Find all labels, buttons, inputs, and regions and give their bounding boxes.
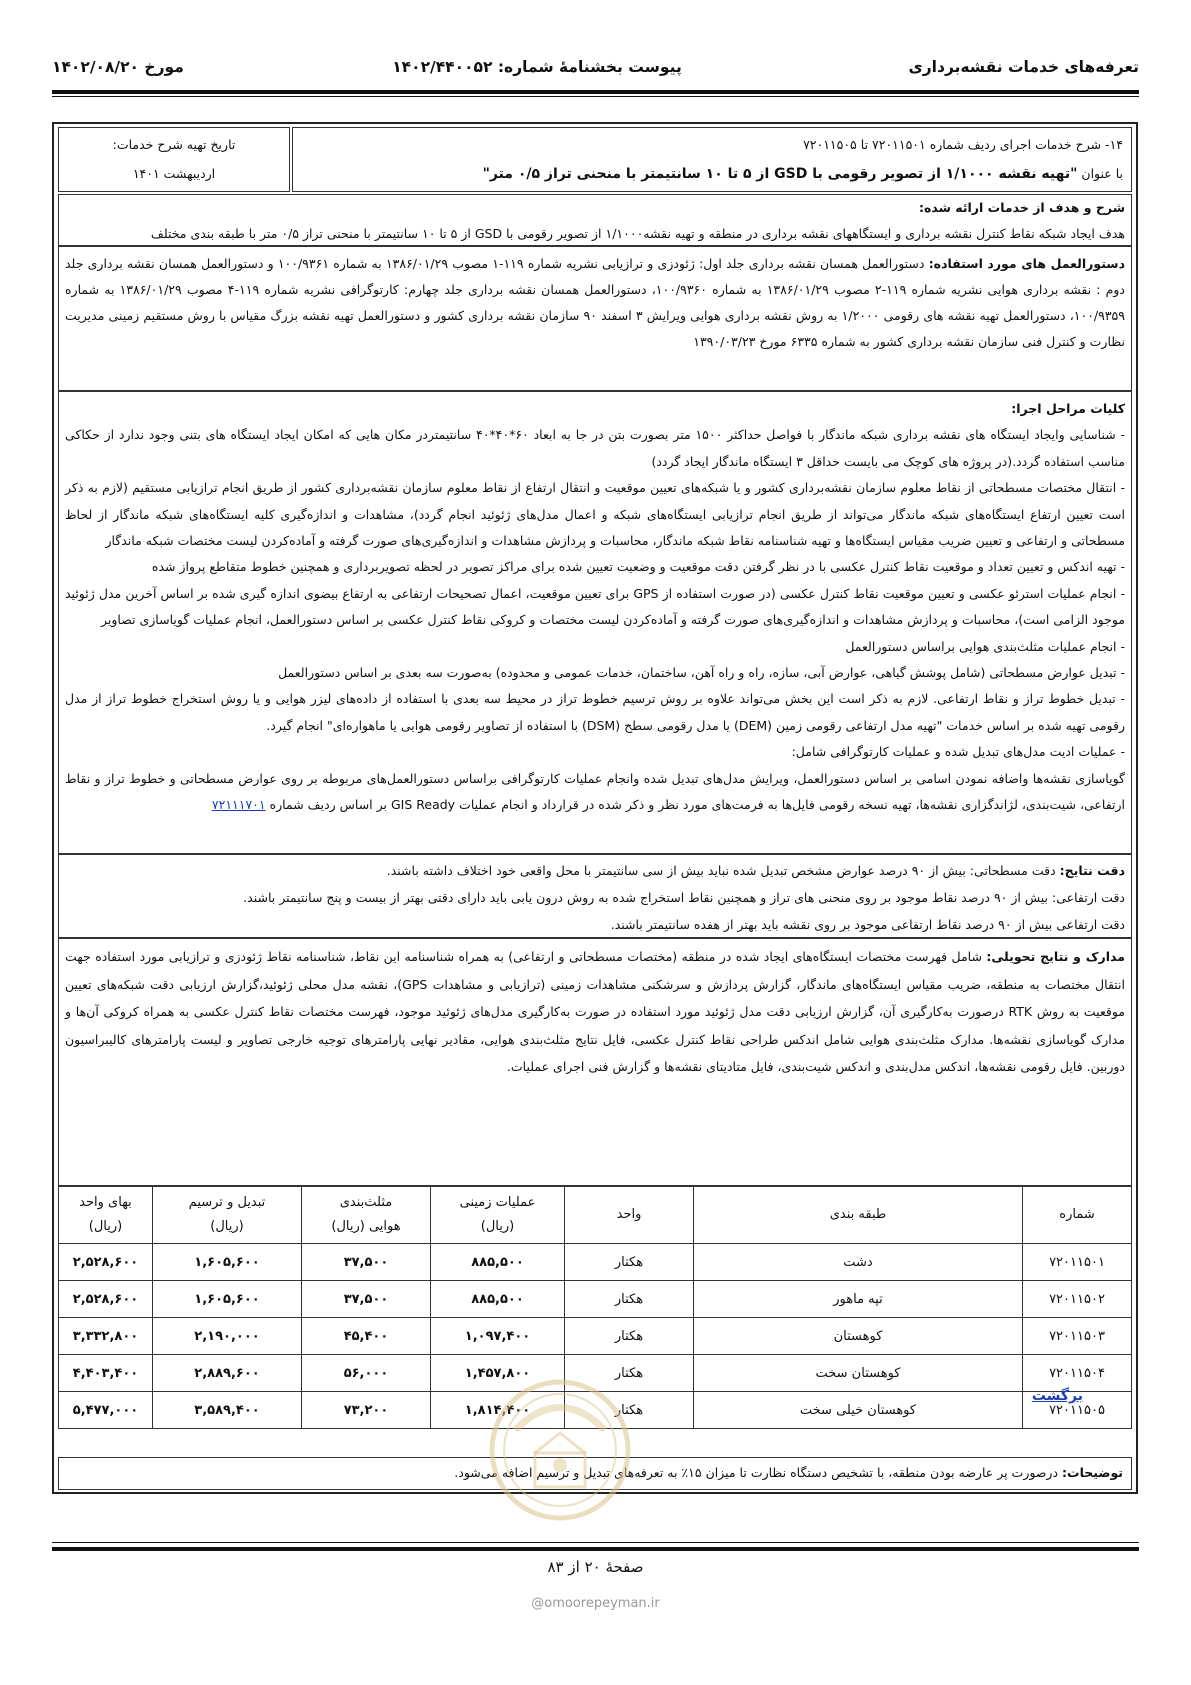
back-link[interactable]: برگشت [1031, 1388, 1083, 1404]
row-tri: ۴۵,۴۰۰ [302, 1318, 431, 1355]
gis-ready-row-link[interactable]: ۷۲۱۱۱۷۰۱ [211, 797, 266, 813]
service-title-bold: "تهیه نقشه ۱/۱۰۰۰ از تصویر رقومی با GSD از ۵ تا ۱۰ سانتیمتر با منحنی تراز ۰/۵ متر" [482, 166, 1078, 182]
prep-date-value: اردیبهشت ۱۴۰۱ [132, 166, 216, 181]
site-handle: @omoorepeyman.ir [531, 1596, 660, 1611]
standards-heading: دستورالعمل های مورد استفاده: [928, 256, 1126, 271]
deliverables-heading: مدارک و نتایج تحویلی: [986, 949, 1125, 964]
row-class: کوهستان سخت [694, 1355, 1023, 1392]
row-tri: ۷۳,۲۰۰ [302, 1392, 431, 1429]
row-unit: هکتار [565, 1355, 694, 1392]
standards-paragraph [65, 251, 1125, 355]
accuracy-line1: دقت مسطحاتی: بیش از ۹۰ درصد عوارض مشخص تبدیل شده نباید بیش از سی سانتیمتر با محل واقعی خود اختلاف داشته باشند. [386, 863, 1060, 878]
table-row [59, 1244, 1132, 1281]
stage-item: - انتقال مختصات مسطحاتی از نقاط معلوم سازمان نقشه‌برداری کشور و یا شبکه‌های تعیین موقعیت و انتقال ارتفاع از نقاط معلوم سازمان نقشه‌برداری کشور از طریق انجام ترازیابی مستقیم (لازم به ذکر است تعیین ارتفاع ایستگاه‌های شبکه ماندگار می‌تواند از طریق انجام ترازیابی ایستگاه‌های شبکه و اعمال مدل‌های ژئوئید انجام گردد)، مشاهدات و اندازه‌گیری کلیه ایستگاه‌های شبکه ماندگار از لحاظ مسطحاتی و ارتفاعی و تعیین ضریب مقیاس ایستگاه‌ها و تهیه شناسنامه نقاط شبکه ماندگار، محاسبات و پردازش مشاهدات و اندازه‌گیری‌های صورت گرفته و آماده‌کردن لیست مختصات شبکه ماندگار [65, 480, 1125, 549]
stages-heading: کلیات مراحل اجرا: [1011, 401, 1125, 416]
accuracy-line3: دقت ارتفاعی بیش از ۹۰ درصد نقاط ارتفاعی موجود بر روی نقشه باید بهتر از هفده سانتیمتر باشند. [610, 917, 1125, 932]
publisher-seal-logo [485, 1375, 635, 1525]
deliverables-paragraph [65, 943, 1125, 1081]
row-code: ۷۲۰۱۱۵۰۳ [1023, 1318, 1132, 1355]
row-conv: ۳,۵۸۹,۴۰۰ [153, 1392, 302, 1429]
purpose-section [58, 194, 1132, 246]
col-ground-1: عملیات زمینی [459, 1195, 536, 1210]
row-conv: ۲,۱۹۰,۰۰۰ [153, 1318, 302, 1355]
stage-item: - شناسایی وایجاد ایستگاه های نقشه برداری شبکه ماندگار با فواصل حداکثر ۱۵۰۰ متر بصورت بتن در جا به ابعاد ۶۰*۴۰*۴۰ سانتیمتردر مکان هایی که امکان ایجاد ایستگاه های بتنی وجود ندارد از حکاکی مناسب استفاده گردد.(در پروژه های کوچک می بایست حداقل ۳ ایستگاه ماندگار ایجاد گردد) [65, 427, 1125, 469]
stage-item: - تهیه اندکس و تعیین تعداد و موقعیت نقاط کنترل عکسی با در نظر گرفتن دقت موقعیت و وضعیت تعیین شده برای مراکز تصویر در لحظه تصویربرداری و همچنین خطوط متقاطع پرواز شده [151, 559, 1125, 575]
purpose-text: هدف ایجاد شبکه نقاط کنترل نقشه برداری و ایستگاههای نقشه برداری در منطقه و تهیه نقشه۱/۱۰۰۰ از تصویر رقومی با GSD از ۵ تا ۱۰ سانتیمتر با منحنی تراز ۰/۵ متر با طبقه بندی مختلف [150, 226, 1125, 241]
fee-table-header [59, 1187, 1132, 1244]
row-tri: ۳۷,۵۰۰ [302, 1244, 431, 1281]
col-code: شماره [1023, 1187, 1132, 1244]
row-class: کوهستان [694, 1318, 1023, 1355]
accuracy-heading: دقت نتایج: [1059, 863, 1125, 878]
stage-item: - تبدیل خطوط تراز و نقاط ارتفاعی. لازم به ذکر است این بخش می‌تواند علاوه بر روش ترسیم خطوط تراز در محیط سه بعدی با استفاده از داده‌های لیزر هوایی و یا روش استخراج خطوط تراز از مدل رقومی تهیه شده بر اساس خدمات "تهیه مدل ارتفاعی رقومی زمین (DEM) یا مدل رقومی سطح (DSM) با استفاده از تصاویر رقومی هوایی یا ماهواره‌ای" انجام گیرد. [65, 691, 1125, 733]
stage-item: - تبدیل عوارض مسطحاتی (شامل پوشش گیاهی، عوارض آبی، سازه، راه و راه آهن، ساختمان، خدمات عمومی و محدوده) به‌صورت سه بعدی بر اساس دستورالعمل [278, 665, 1125, 681]
page-number: صفحۀ ۲۰ از ۸۳ [547, 1558, 644, 1576]
service-title-line1: ۱۴- شرح خدمات اجرای ردیف شماره ۷۲۰۱۱۵۰۱ تا ۷۲۰۱۱۵۰۵ [803, 137, 1123, 152]
header-date: مورخ ۱۴۰۲/۰۸/۲۰ [52, 58, 184, 76]
row-price: ۵,۴۷۷,۰۰۰ [59, 1392, 153, 1429]
stage-item-cartography [65, 766, 1125, 819]
row-ground: ۱,۸۱۴,۴۰۰ [431, 1392, 565, 1429]
col-tri-2: هوایی (ریال) [331, 1219, 401, 1234]
col-conv-2: (ریال) [210, 1219, 244, 1234]
table-row [59, 1318, 1132, 1355]
col-ground [431, 1187, 565, 1244]
row-class: کوهستان خیلی سخت [694, 1392, 1023, 1429]
deliverables-text: شامل فهرست مختصات ایستگاه‌های ایجاد شده در منطقه (مختصات مسطحاتی و ارتفاعی) به همراه شناسنامه این نقاط، شناسنامه نقاط ژئودزی و ترازیابی مورد استفاده جهت انتقال مختصات به منطقه، ضریب مقیاس ایستگاه‌های ماندگار، گزارش پردازش و سرشکنی مشاهدات زمینی (ترازیابی و مشاهدات GPS)، نقشه مدل محلی ژئوئید،گزارش ارزیابی دقت شبکه‌های تعیین موقعیت به روش RTK درصورت به‌کارگیری آن، گزارش ارزیابی دقت مدل ژئوئید مورد استفاده در صورت به‌کارگیری مدل‌های ژئوئید موجود، فهرست مختصات نقاط کنترل عکسی به همراه کروکی آن‌ها و مدارک گویاسازی نقشه‌ها. مدارک مثلث‌بندی هوایی شامل اندکس طراحی نقاط کنترل عکسی، فایل نتایج مثلث‌بندی هوایی، مقادیر نهایی پارامترهای توجیه خارجی تصاویر و لیست پارامترهای کالیبراسیون دوربین. فایل رقومی نقشه‌ها، اندکس مدل‌بندی و اندکس شیت‌بندی، فایل متادیتای نقشه‌ها و گزارش فنی اجرای عملیات. [65, 949, 1125, 1074]
stage-item: - عملیات ادیت مدل‌های تبدیل شده و عملیات کارتوگرافی شامل: [791, 744, 1125, 760]
notes-text: درصورت پر عارضه بودن منطقه، با تشخیص دستگاه نظارت تا میزان ۱۵٪ به تعرفه‌های تبدیل و ترسیم اضافه می‌شود. [454, 1465, 1063, 1480]
service-title-box [292, 127, 1132, 192]
page-header [52, 58, 1139, 80]
col-conversion [153, 1187, 302, 1244]
row-ground: ۱,۰۹۷,۴۰۰ [431, 1318, 565, 1355]
col-triangulation [302, 1187, 431, 1244]
row-conv: ۱,۶۰۵,۶۰۰ [153, 1244, 302, 1281]
footer-rule-thick [52, 1547, 1139, 1551]
purpose-heading: شرح و هدف از خدمات ارائه شده: [919, 200, 1125, 215]
document-frame [52, 122, 1138, 1494]
cartography-text: گویاسازی نقشه‌ها واضافه نمودن اسامی بر اساس دستورالعمل، ویرایش مدل‌های تبدیل شده وانجام عملیات کارتوگرافی براساس دستورالعمل‌های مربوطه بر روی عوارض مسطحاتی و خطوط تراز و نقاط ارتفاعی، شیت‌بندی، لژاندگزاری نقشه‌ها، تهیه نسخه رقومی فایل‌ها به فرمت‌های مورد نظر و ذکر شده در قرارداد و انجام عملیات GIS Ready بر اساس ردیف شماره [65, 770, 1125, 813]
col-class: طبقه بندی [694, 1187, 1023, 1244]
stages-section [58, 391, 1132, 854]
row-tri: ۳۷,۵۰۰ [302, 1281, 431, 1318]
accuracy-line1-row [65, 857, 1125, 884]
row-class: دشت [694, 1244, 1023, 1281]
row-code: ۷۲۰۱۱۵۰۲ [1023, 1281, 1132, 1318]
prep-date-box [58, 127, 290, 192]
deliverables-section [58, 938, 1132, 1186]
stage-item: - انجام عملیات مثلث‌بندی هوایی براساس دستورالعمل [845, 638, 1125, 654]
col-conv-1: تبدیل و ترسیم [188, 1195, 266, 1210]
col-price-2: (ریال) [88, 1219, 123, 1234]
col-price-1: بهای واحد [79, 1195, 132, 1210]
row-price: ۴,۴۰۳,۴۰۰ [59, 1355, 153, 1392]
table-row [59, 1281, 1132, 1318]
row-code: ۷۲۰۱۱۵۰۱ [1023, 1244, 1132, 1281]
header-rule-thick [52, 90, 1139, 94]
col-unit: واحد [565, 1187, 694, 1244]
header-title: تعرفه‌های خدمات نقشه‌برداری [908, 58, 1139, 76]
row-ground: ۸۸۵,۵۰۰ [431, 1281, 565, 1318]
footer-rule-thin [52, 1542, 1139, 1543]
row-class: تپه ماهور [694, 1281, 1023, 1318]
row-unit: هکتار [565, 1318, 694, 1355]
standards-section [58, 246, 1132, 391]
row-price: ۳,۳۳۲,۸۰۰ [59, 1318, 153, 1355]
prep-date-label: تاریخ تهیه شرح خدمات: [112, 137, 236, 152]
row-unit: هکتار [565, 1392, 694, 1429]
stage-item: - انجام عملیات استرئو عکسی و تعیین موقعیت نقاط کنترل عکسی (در صورت استفاده از GPS برای تعیین موقعیت، اعمال تصحیحات ارتفاعی به ارتفاع بیضوی اندازه گیری شده بر اساس آخرین مدل ژئوئید موجود الزامی است)، محاسبات و پردازش مشاهدات و اندازه‌گیری‌های صورت گرفته و آماده‌کردن لیست مختصات و کروکی نقاط کنترل عکسی بر اساس دستورالعمل، انجام عملیات گویاسازی تصاویر [65, 585, 1125, 628]
col-tri-1: مثلث‌بندی [339, 1195, 393, 1210]
notes-heading: توضیحات: [1062, 1465, 1123, 1480]
row-code: ۷۲۰۱۱۵۰۵ [1023, 1392, 1132, 1429]
accuracy-section [58, 854, 1132, 938]
row-price: ۲,۵۲۸,۶۰۰ [59, 1281, 153, 1318]
row-code: ۷۲۰۱۱۵۰۴ [1023, 1355, 1132, 1392]
row-tri: ۵۶,۰۰۰ [302, 1355, 431, 1392]
row-conv: ۱,۶۰۵,۶۰۰ [153, 1281, 302, 1318]
service-title-prefix: با عنوان [1077, 166, 1123, 181]
row-unit: هکتار [565, 1281, 694, 1318]
service-title-line2 [301, 159, 1123, 189]
col-ground-2: (ریال) [480, 1219, 515, 1234]
header-rule-thin [52, 96, 1139, 97]
standards-text: دستورالعمل همسان نقشه برداری جلد اول: ژئودزی و ترازیابی نشریه شماره ۱۱۹-۱ مصوب ۱۳۸۶/۰۱/۲۹ به شماره ۱۰۰/۹۳۶۱ و دستورالعمل همسان نقشه برداری جلد دوم : نقشه برداری هوایی نشریه شماره ۱۱۹-۲ مصوب ۱۳۸۶/۰۱/۲۹ به شماره ۱۰۰/۹۳۶۰، دستورالعمل همسان نقشه برداری جلد چهارم: کارتوگرافی نشریه شماره ۱۱۹-۴ مصوب ۱۳۸۶/۰۱/۲۹ به شماره ۱۰۰/۹۳۵۹، دستورالعمل تهیه نقشه های رقومی ۱/۲۰۰۰ به روش نقشه برداری هوایی ویرایش ۳ اسفند ۹۰ سازمان نقشه برداری کشور و دستورالعمل تهیه نقشه بزرگ مقیاس با روش مستقیم زمینی مدیریت نظارت و کنترل فنی سازمان نقشه برداری کشور به شماره ۶۳۳۵ مورخ ۱۳۹۰/۰۳/۲۳ [65, 256, 1125, 349]
col-unit-price [59, 1187, 153, 1244]
row-ground: ۱,۴۵۷,۸۰۰ [431, 1355, 565, 1392]
row-price: ۲,۵۲۸,۶۰۰ [59, 1244, 153, 1281]
header-circular: پیوست بخشنامۀ شماره: ۱۴۰۲/۴۴۰۰۵۲ [392, 58, 682, 76]
accuracy-line2: دقت ارتفاعی: بیش از ۹۰ درصد نقاط موجود بر روی منحنی های تراز و همچنین نقاط استخراج شده به روش درون یابی باید دارای دقتی بهتر از بیست و پنج سانتیمتر باشند. [243, 890, 1125, 905]
row-unit: هکتار [565, 1244, 694, 1281]
row-ground: ۸۸۵,۵۰۰ [431, 1244, 565, 1281]
row-conv: ۲,۸۸۹,۶۰۰ [153, 1355, 302, 1392]
